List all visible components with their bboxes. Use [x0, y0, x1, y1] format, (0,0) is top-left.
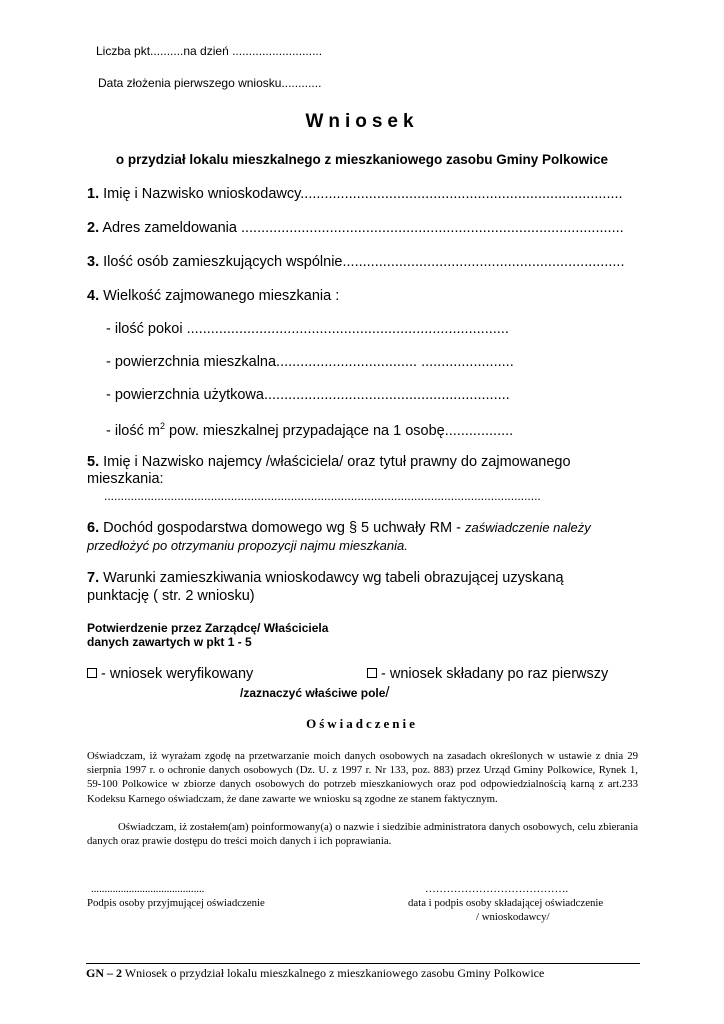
item-number: 6. — [87, 520, 100, 536]
right-signature-label-2: / wnioskodawcy/ — [476, 911, 550, 923]
confirmation-line1: Potwierdzenie przez Zarządcę/ Właściciela — [87, 621, 329, 635]
header-first-application-date: Data złożenia pierwszego wniosku............ — [98, 76, 322, 90]
declaration-title: Oświadczenie — [306, 716, 418, 731]
item-6-note-line2: przedłożyć po otrzymaniu propozycji najmu mieszkania. — [87, 538, 408, 553]
item-text: Ilość osób zamieszkujących wspólnie...................................................................... — [99, 254, 625, 270]
item-5-line2: mieszkania: — [87, 471, 164, 487]
header-points-date: Liczba pkt..........na dzień ........................... — [96, 44, 323, 58]
item-text: pow. mieszkalnej przypadające na 1 osobę................. — [165, 422, 514, 439]
checkbox-hint — [240, 684, 390, 701]
page-title: Wniosek — [305, 111, 419, 132]
item-1-applicant-name — [87, 186, 623, 202]
footer-text: Wniosek o przydział lokalu mieszkalnego z mieszkaniowego zasobu Gminy Polkowice — [122, 966, 545, 980]
checkbox-square[interactable] — [367, 668, 377, 678]
right-signature-dots: …………………………………. — [425, 883, 569, 895]
item-text: Imię i Nazwisko wnioskodawcy................................................................................ — [99, 186, 623, 202]
item-number: 3. — [87, 254, 100, 270]
item-number: 7. — [87, 570, 100, 586]
item-text: Adres zameldowania ............................................................................................... — [99, 220, 624, 236]
item-7-living-conditions — [87, 570, 564, 586]
superscript: 2 — [159, 421, 165, 431]
footer-divider — [86, 963, 640, 964]
item-5-tenant-owner — [87, 454, 571, 470]
item-5-dots: ................................................................................................................................... — [104, 489, 541, 503]
footer — [86, 966, 544, 981]
item-text: Dochód gospodarstwa domowego wg § 5 uchwały RM - — [99, 520, 465, 536]
declaration-paragraph-1: Oświadczam, iż wyrażam zgodę na przetwarzanie moich danych osobowych na zasadach określonych w ustawie z dnia 29 sierpnia 1997 r. o ochronie danych osobowych (Dz. U. z 1997 r. Nr 133, poz. 883) przez Urząd Gminy Polkowice, Rynek 1, 59-100 Polkowice w zbiorze danych osobowych do potrzeb mieszkaniowych oraz pod odpowiedzialnością karną z art.233 Kodeksu Karnego oświadczam, że dane zawarte we wniosku są zgodne ze stanem faktycznym. — [87, 750, 638, 805]
checkbox-verified[interactable] — [87, 666, 253, 682]
item-6-household-income — [87, 520, 591, 536]
item-4-living-area: - powierzchnia mieszkalna................................... ....................... — [106, 354, 514, 370]
item-2-registered-address — [87, 220, 624, 236]
left-signature-label: Podpis osoby przyjmującej oświadczenie — [87, 897, 265, 909]
checkbox-label: - wniosek składany po raz pierwszy — [381, 666, 609, 682]
item-text: - ilość m — [106, 422, 160, 439]
item-number: 2. — [87, 220, 100, 236]
hint-end: / — [385, 684, 390, 701]
left-signature-dots: .......................................... — [91, 883, 205, 895]
item-4-area-per-person — [106, 421, 513, 439]
confirmation-line2: danych zawartych w pkt 1 - 5 — [87, 635, 252, 649]
checkbox-square[interactable] — [87, 668, 97, 678]
item-number: 5. — [87, 454, 100, 470]
declaration-paragraph-2: Oświadczam, iż zostałem(am) poinformowany(a) o nazwie i siedzibie administratora danych osobowych, celu zbierania danych oraz prawie dostępu do treści moich danych i ich poprawiania. — [87, 821, 638, 848]
item-number: 1. — [87, 186, 100, 202]
item-number: 4. — [87, 288, 100, 304]
footer-code: GN – 2 — [86, 966, 122, 980]
checkbox-first-time[interactable] — [367, 666, 608, 682]
item-text: Imię i Nazwisko najemcy /właściciela/ oraz tytuł prawny do zajmowanego — [99, 454, 571, 470]
right-signature-label: data i podpis osoby składającej oświadczenie — [408, 897, 604, 909]
checkbox-label: - wniosek weryfikowany — [101, 666, 254, 682]
hint-text: /zaznaczyć właściwe pole — [240, 686, 386, 700]
item-text: Wielkość zajmowanego mieszkania : — [99, 288, 340, 304]
item-3-household-size — [87, 254, 624, 270]
item-4-apartment-size — [87, 288, 339, 304]
item-4-usable-area: - powierzchnia użytkowa............................................................. — [106, 387, 510, 403]
item-7-line2: punktację ( str. 2 wniosku) — [87, 588, 255, 604]
item-4-rooms: - ilość pokoi ................................................................................ — [106, 321, 509, 337]
item-note: zaświadczenie należy — [465, 520, 591, 535]
item-text: Warunki zamieszkiwania wnioskodawcy wg tabeli obrazującej uzyskaną — [99, 570, 564, 586]
page-subtitle: o przydział lokalu mieszkalnego z mieszkaniowego zasobu Gminy Polkowice — [115, 152, 609, 167]
